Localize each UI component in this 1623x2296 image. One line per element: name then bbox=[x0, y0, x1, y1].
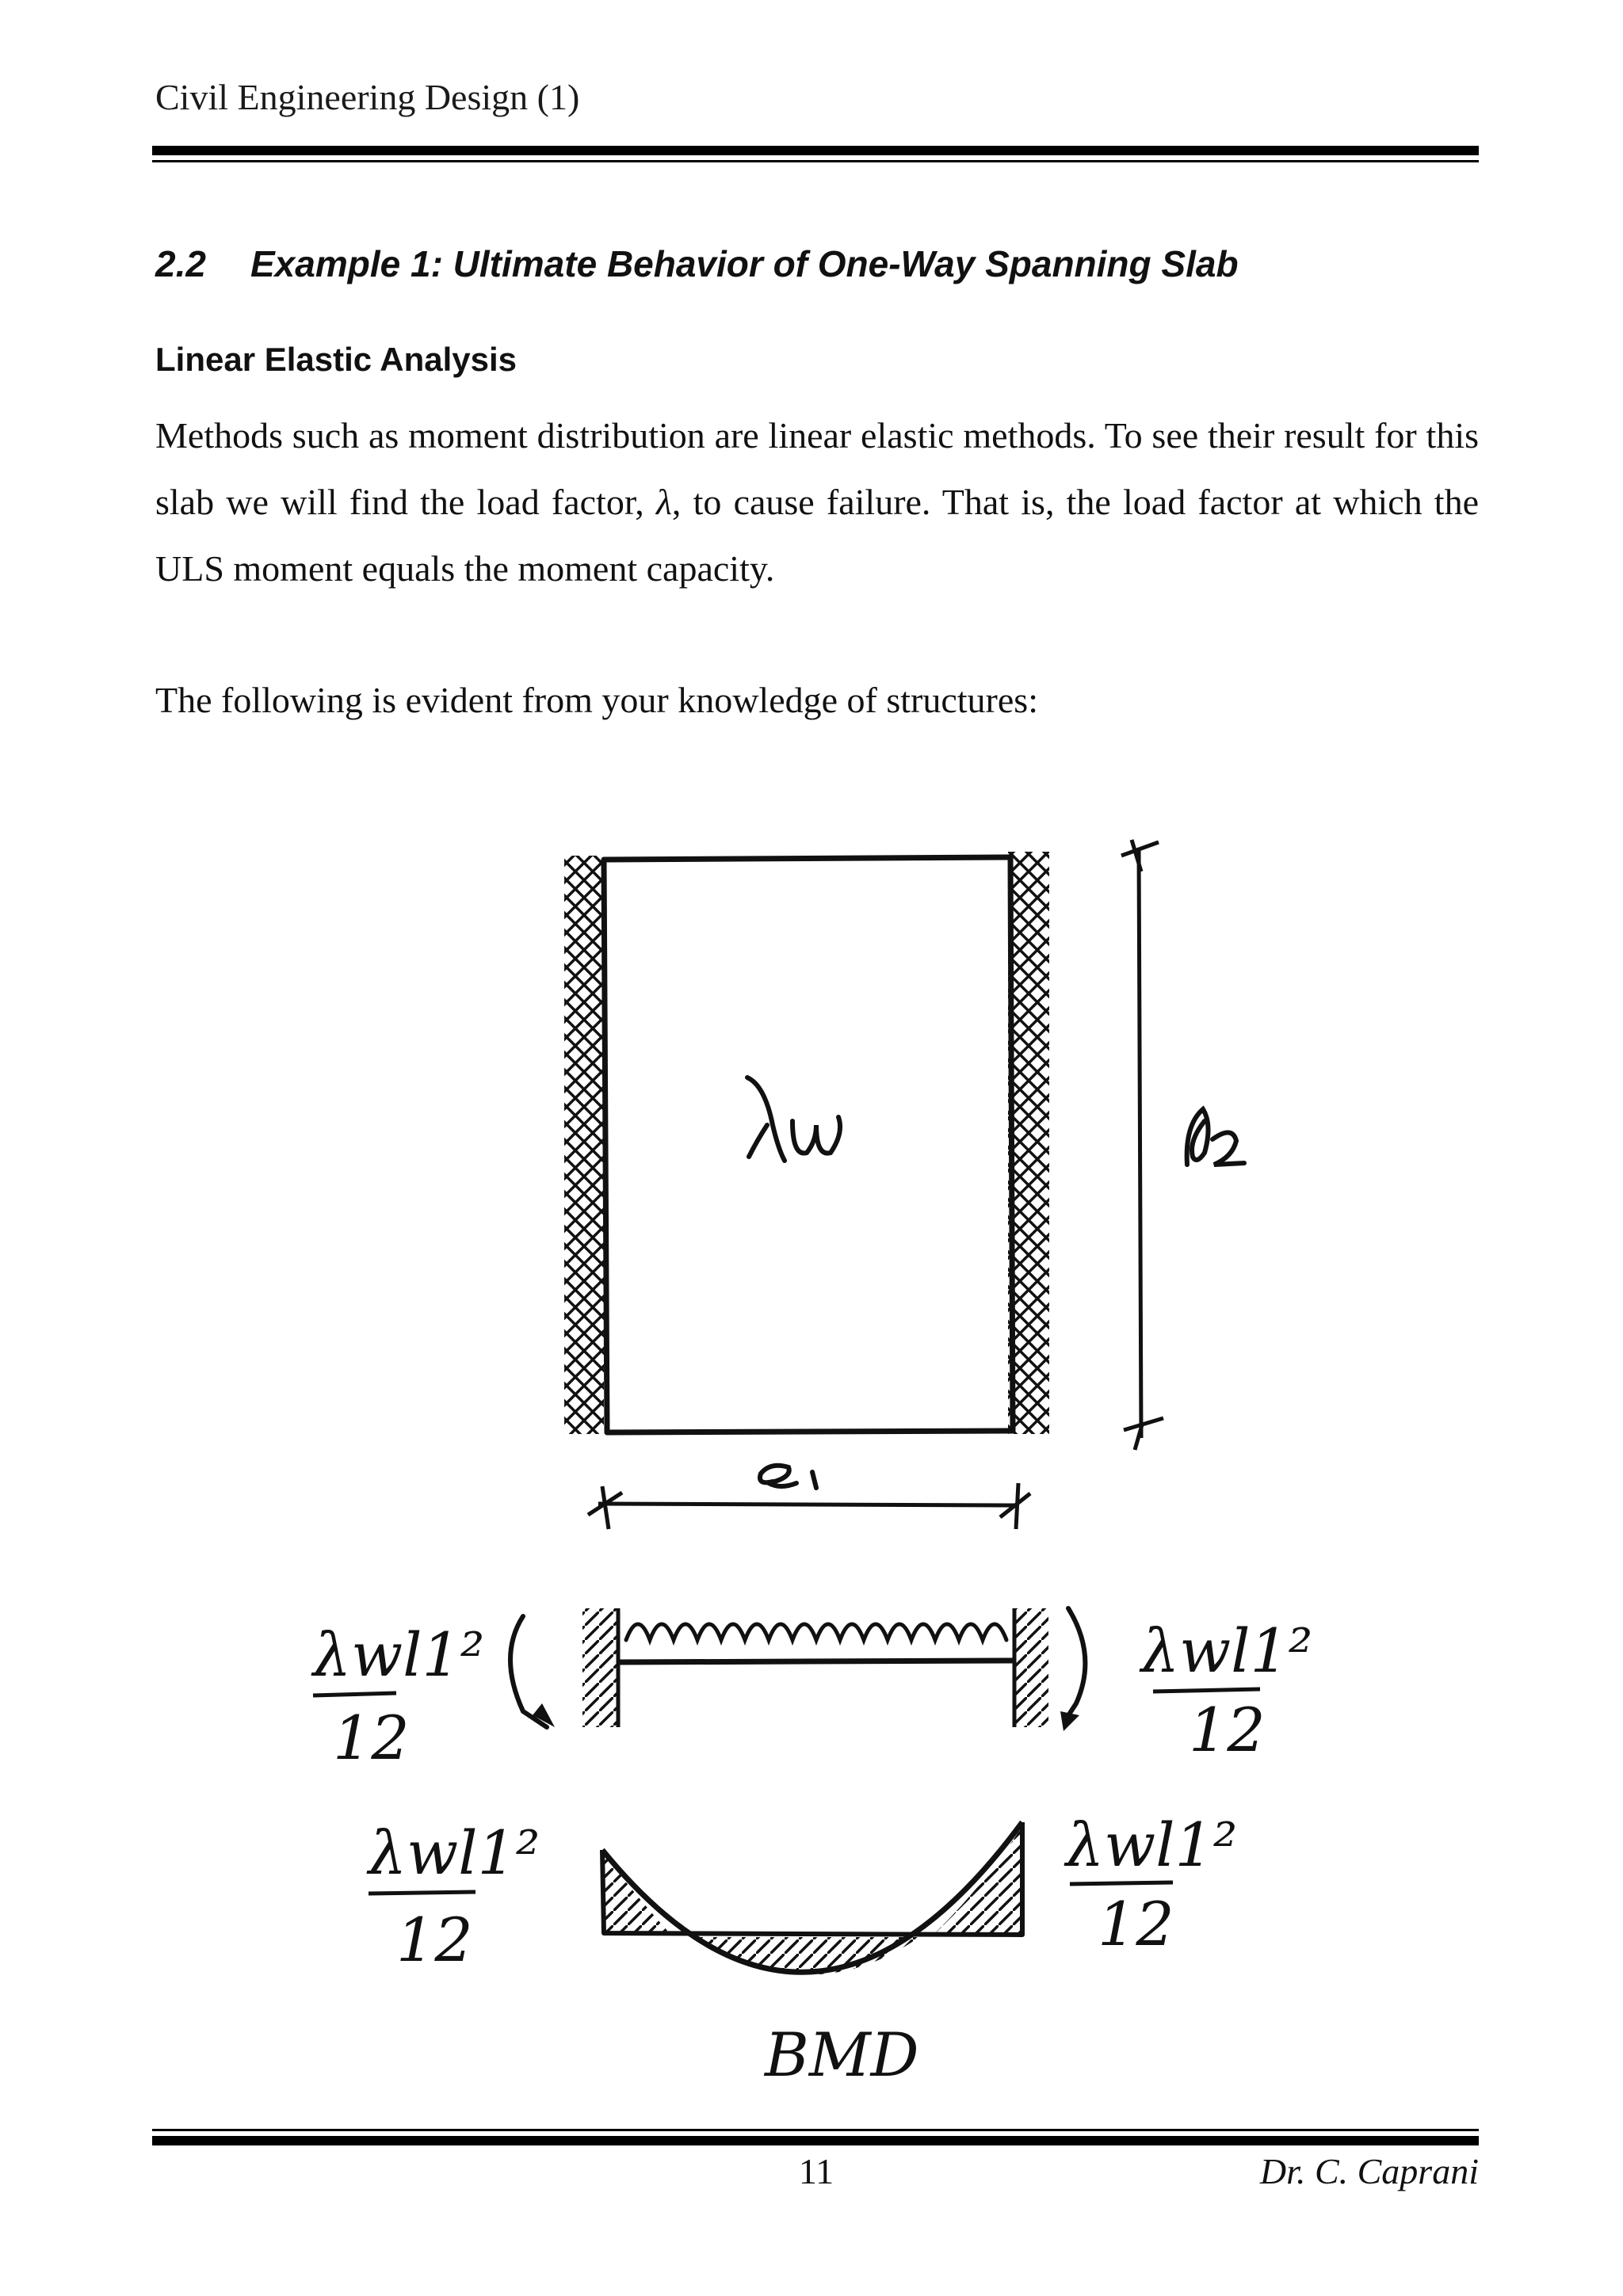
section-title: Example 1: Ultimate Behavior of One-Way Spanning Slab bbox=[250, 243, 1239, 284]
beam-right-fixed-support bbox=[1013, 1608, 1048, 1727]
l1-left-tick bbox=[588, 1486, 622, 1529]
left-support-hatching bbox=[564, 856, 604, 1434]
paragraph-text-start: Methods such as moment distribution are linear elastic methods. To see their result for this slab we will find the load factor, bbox=[155, 415, 1479, 522]
moment-left-fraction-bar bbox=[313, 1693, 396, 1695]
moment-right-fraction-bar bbox=[1153, 1689, 1260, 1691]
author-name: Dr. C. Caprani bbox=[1259, 2151, 1479, 2191]
bmd-right-fraction-bar bbox=[1070, 1882, 1173, 1884]
slab-outline bbox=[604, 857, 1013, 1432]
l2-bottom-tick bbox=[1124, 1418, 1163, 1450]
moment-right-numerator: λwl1² bbox=[1141, 1615, 1313, 1686]
running-header: Civil Engineering Design (1) bbox=[155, 77, 580, 117]
l2-label-subscript bbox=[1212, 1132, 1244, 1165]
l1-label-ell bbox=[760, 1466, 796, 1486]
right-moment-arrowhead bbox=[1060, 1711, 1079, 1731]
udl-load-squiggle bbox=[626, 1624, 1006, 1640]
beam-line bbox=[618, 1661, 1014, 1662]
bmd-left-denominator: 12 bbox=[396, 1905, 473, 1975]
lambda-w-label-lambda bbox=[747, 1077, 785, 1161]
moment-left-numerator: λwl1² bbox=[313, 1619, 485, 1690]
bmd-left-numerator: λwl1² bbox=[369, 1817, 540, 1888]
footer-rule-thick bbox=[152, 2136, 1479, 2145]
lambda-w-label-w bbox=[792, 1117, 840, 1154]
page-number: 11 bbox=[798, 2151, 834, 2191]
l2-dimension-line bbox=[1139, 848, 1141, 1438]
bmd-right-denominator: 12 bbox=[1098, 1889, 1174, 1959]
footer-rule-thin bbox=[152, 2129, 1479, 2131]
l2-label-ell bbox=[1187, 1109, 1209, 1165]
paragraph-text-end: , to cause failure. That is, the load factor at which the ULS moment equals the moment capacity. bbox=[155, 482, 1479, 589]
moment-left-denominator: 12 bbox=[333, 1703, 410, 1773]
l1-label-subscript bbox=[812, 1472, 816, 1488]
right-moment-arrow bbox=[1066, 1608, 1085, 1719]
beam-left-fixed-support bbox=[582, 1608, 618, 1727]
lambda-symbol: λ bbox=[655, 482, 672, 522]
section-number: 2.2 bbox=[155, 243, 206, 284]
moment-right-denominator: 12 bbox=[1189, 1695, 1266, 1765]
l1-dimension-line bbox=[598, 1504, 1018, 1505]
subheading: Linear Elastic Analysis bbox=[155, 341, 517, 378]
bmd-caption: BMD bbox=[765, 2019, 919, 2090]
bmd-right-numerator: λwl1² bbox=[1066, 1810, 1238, 1880]
bmd-left-fraction-bar bbox=[369, 1892, 475, 1894]
paragraph-evident: The following is evident from your knowledge of structures: bbox=[155, 680, 1038, 720]
